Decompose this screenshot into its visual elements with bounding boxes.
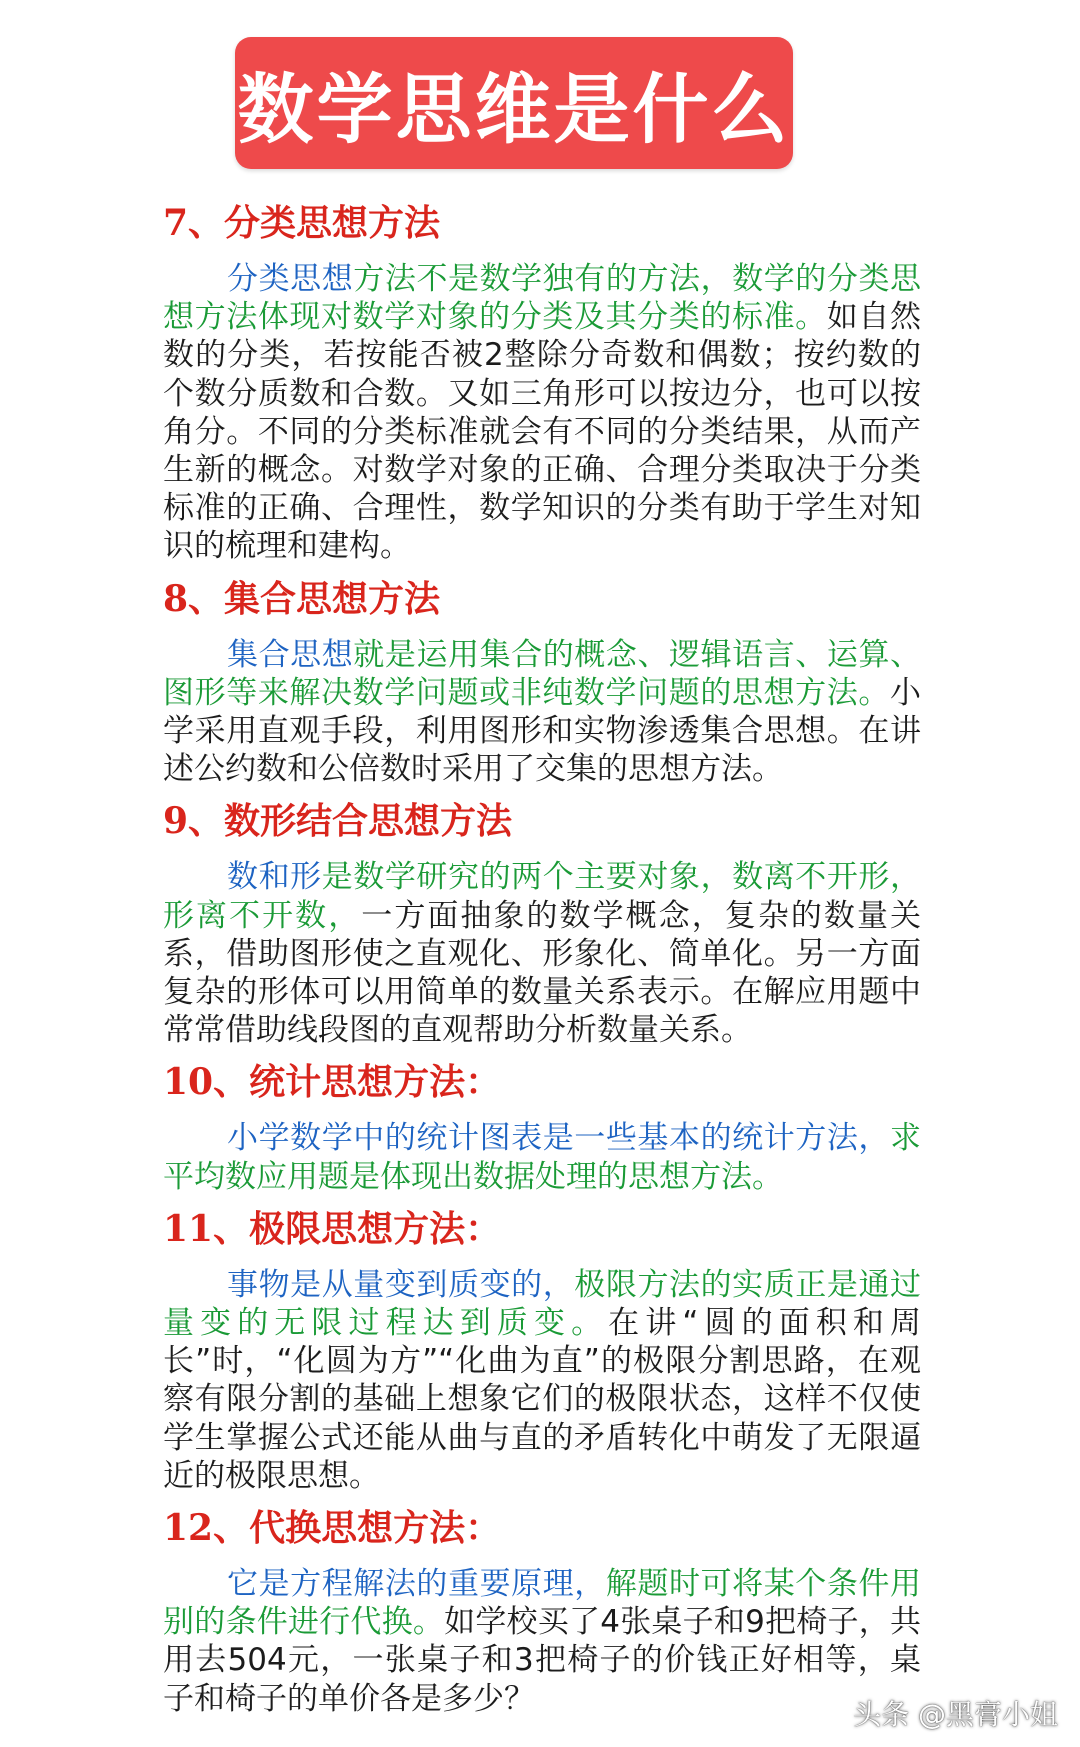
section-8 <box>163 572 921 789</box>
blue-text: 数和形 <box>227 859 322 896</box>
section-paragraph <box>163 260 921 566</box>
page-title: 数学思维是什么 <box>237 64 791 154</box>
blue-text: 集合思想 <box>227 636 354 673</box>
section-paragraph <box>163 636 921 789</box>
section-heading: 9、数形结合思想方法 <box>163 800 513 843</box>
section-heading: 11、极限思想方法： <box>163 1207 502 1250</box>
blue-text: 它是方程解法的重要原理， <box>227 1566 606 1603</box>
section-paragraph <box>163 858 921 1049</box>
body-text: 在讲“圆的面积和周长”时，“化圆为方”“化曲为直”的极限分割思路，在观察有限分割的基础上想象它们的极限状态，这样不仅使学生掌握公式还能从曲与直的矛盾转化中萌发了无限逼近的极限思想。 <box>163 1305 922 1494</box>
body-text: 一方面抽象的数学概念，复杂的数量关系，借助图形使之直观化、形象化、简单化。另一方面复杂的形体可以用简单的数量关系表示。在解应用题中常常借助线段图的直观帮助分析数量关系。 <box>163 897 922 1049</box>
section-9 <box>163 794 921 1049</box>
green-text: 求平均数应用题是体现出数据处理的思想方法。 <box>163 1120 921 1195</box>
blue-text: 事物是从量变到质变的， <box>227 1266 575 1303</box>
body-text: 小学采用直观手段，利用图形和实物渗透集合思想。在讲述公约数和公倍数时采用了交集的思想方法。 <box>163 674 921 788</box>
watermark: 头条 @黑膏小姐 <box>853 1698 1058 1731</box>
body-text: 如自然数的分类，若按能否被2整除分奇数和偶数；按约数的个数分质数和合数。又如三角形可以按边分，也可以按角分。不同的分类标准就会有不同的分类结果，从而产生新的概念。对数学对象的正确、合理分类取决于分类标准的正确、合理性，数学知识的分类有助于学生对知识的梳理和建构。 <box>163 299 921 565</box>
green-text: 是数学研究的两个主要对象，数离不开形，形离不开数， <box>163 859 922 934</box>
blue-text: 分类思想 <box>227 261 354 297</box>
section-heading: 8、集合思想方法 <box>163 577 441 620</box>
section-paragraph <box>163 1266 921 1495</box>
section-10 <box>163 1055 921 1195</box>
section-12 <box>163 1501 921 1718</box>
section-heading: 10、统计思想方法： <box>163 1061 502 1104</box>
title-banner <box>235 37 793 169</box>
section-7 <box>163 196 921 566</box>
body-text: 如学校买了4张桌子和9把椅子，共用去504元，一张桌子和3把椅子的价钱正好相等，桌子和椅子的单价各是多少？ <box>163 1604 922 1717</box>
section-paragraph <box>163 1565 921 1718</box>
green-text: 就是运用集合的概念、逻辑语言、运算、图形等来解决数学问题或非纯数学问题的思想方法。 <box>163 636 922 711</box>
green-text: 极限方法的实质正是通过量变的无限过程达到质变。 <box>163 1266 922 1342</box>
section-paragraph <box>163 1119 921 1195</box>
green-text: 解题时可将某个条件用别的条件进行代换。 <box>163 1566 922 1641</box>
section-11 <box>163 1202 921 1495</box>
section-heading: 12、代换思想方法： <box>163 1507 502 1550</box>
green-text: 方法不是数学独有的方法，数学的分类思想方法体现对数学对象的分类及其分类的标准。 <box>163 261 922 336</box>
blue-text: 小学数学中的统计图表是一些基本的统计方法， <box>227 1120 890 1157</box>
article-body <box>163 196 921 1724</box>
section-heading: 7、分类思想方法 <box>163 202 441 244</box>
